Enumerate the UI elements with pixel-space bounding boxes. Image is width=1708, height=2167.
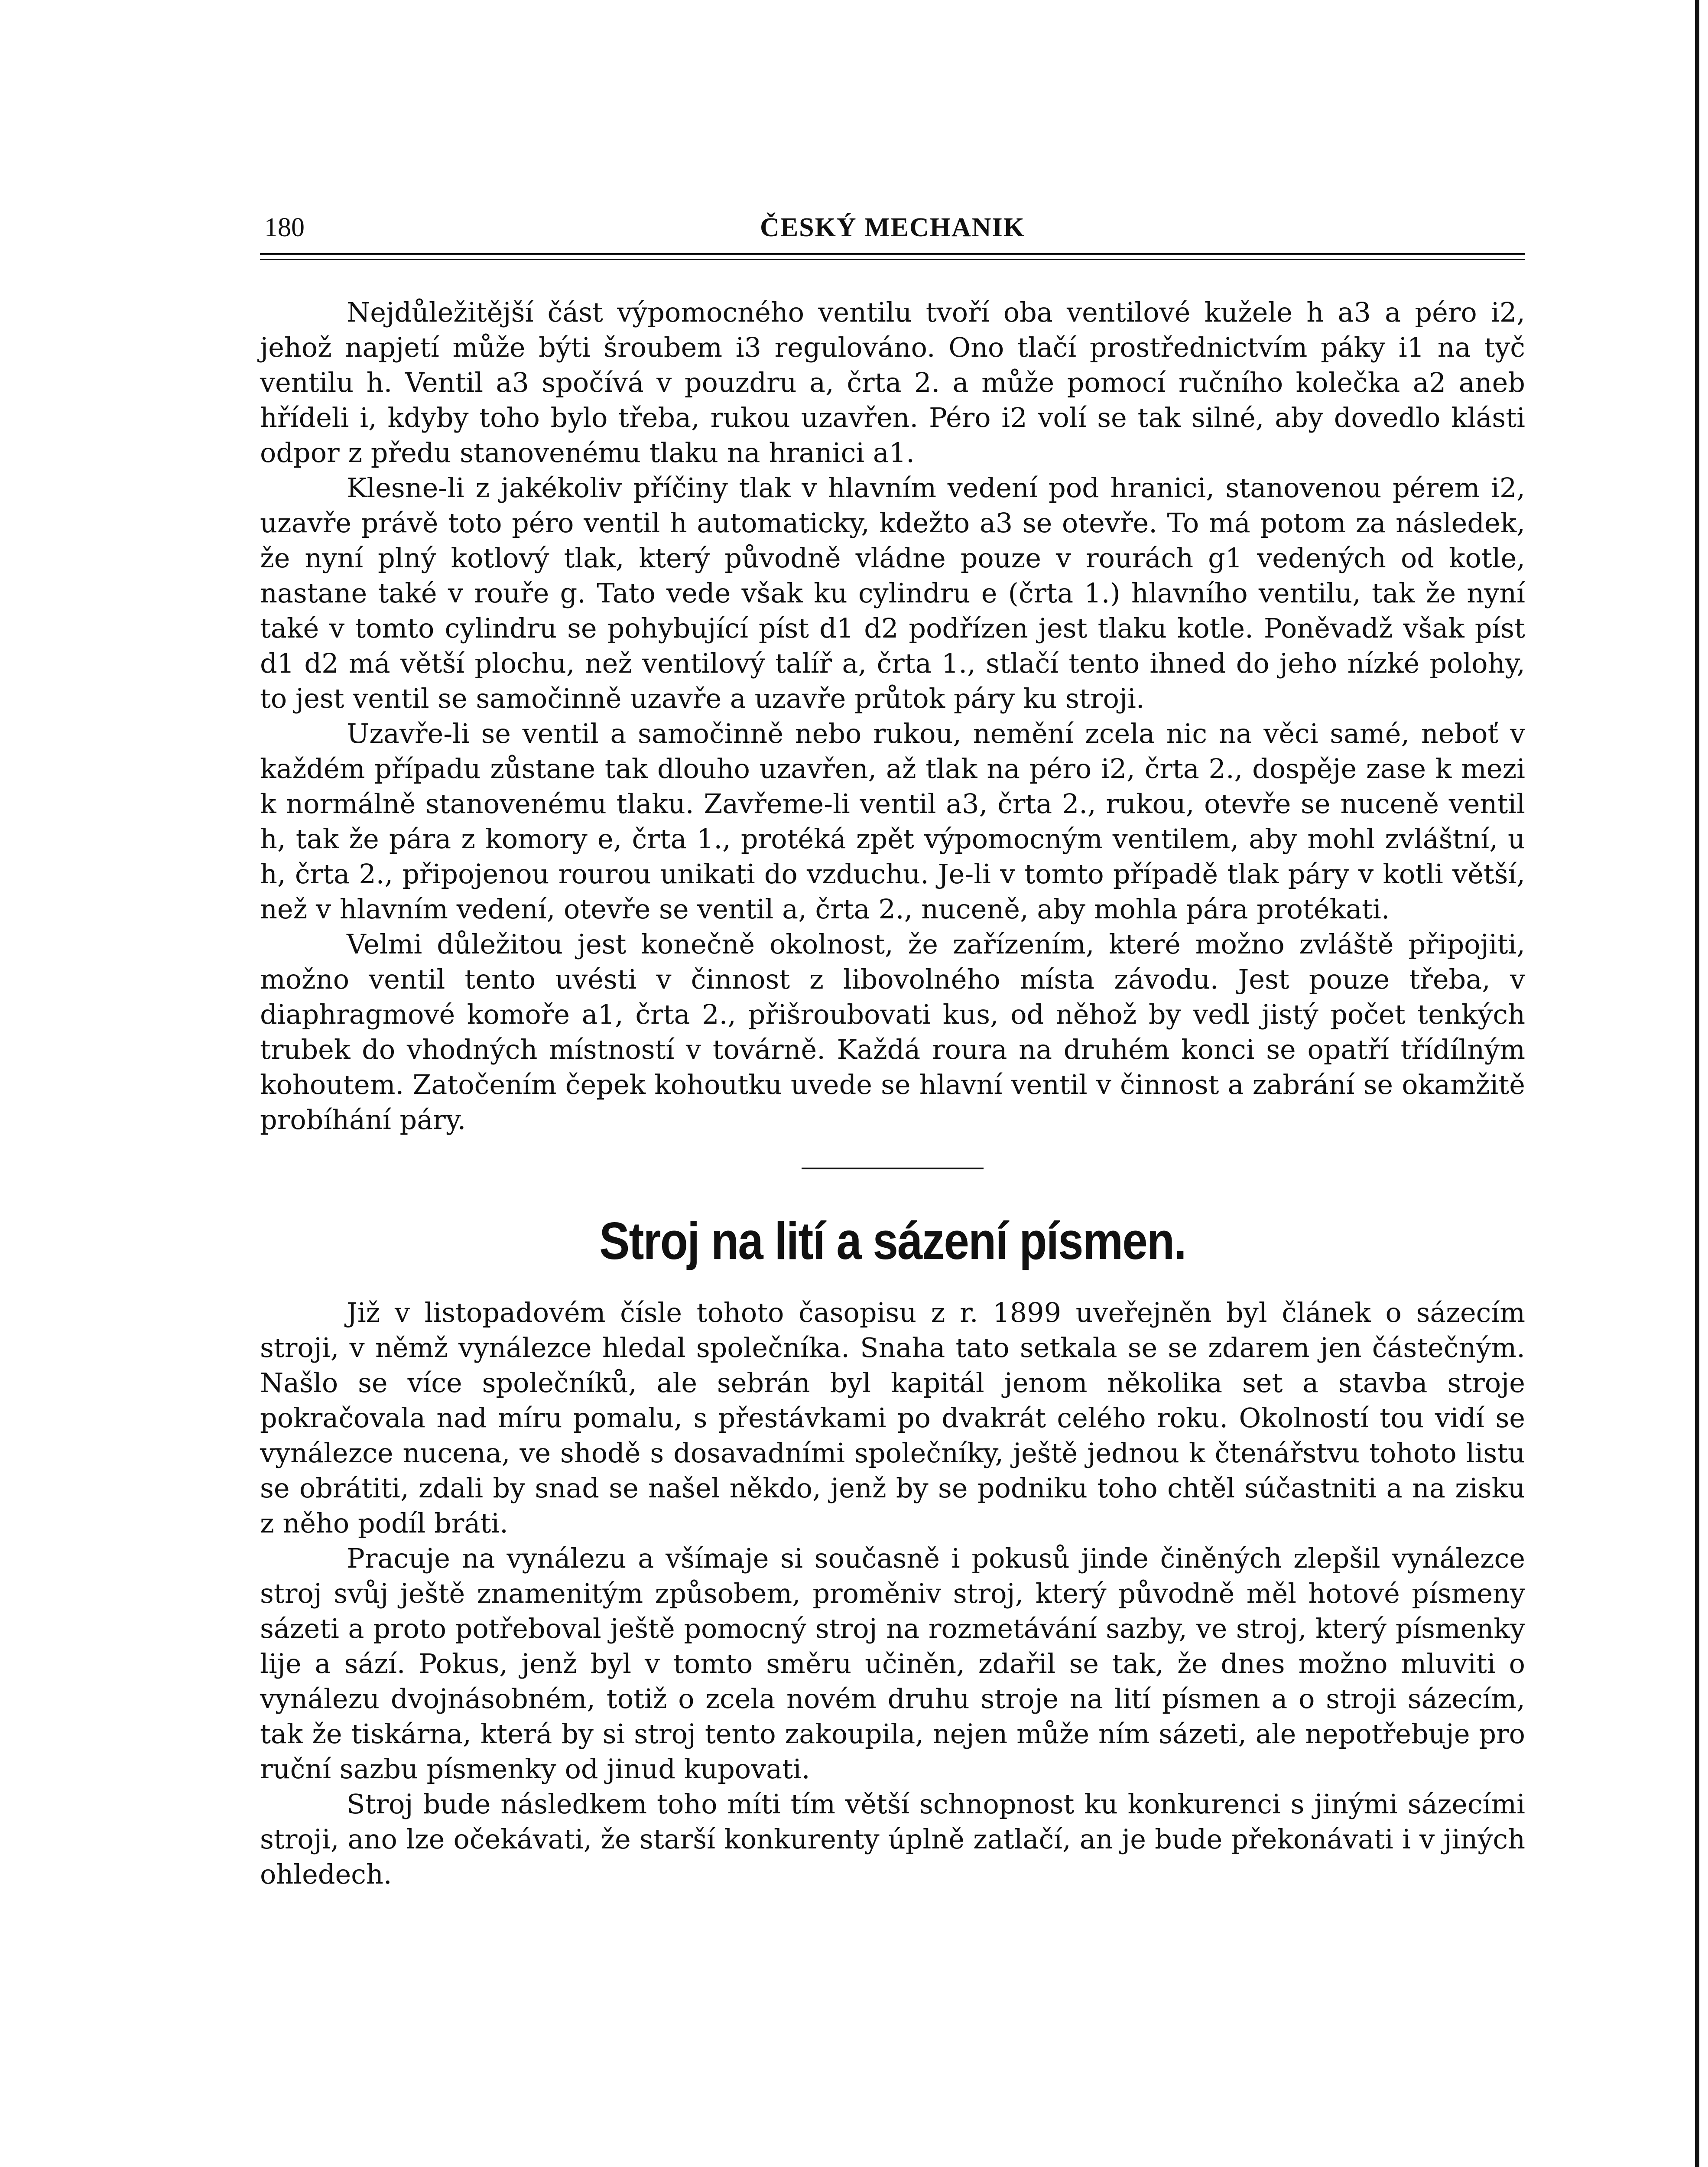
page-number: 180 (264, 213, 305, 242)
valve-section (260, 295, 1525, 1137)
section-separator (802, 1168, 984, 1169)
paragraph: Uzavře-li se ventil a samočinně nebo rukou, nemění zcela nic na věci samé, neboť v každém případu zůstane tak dlouho uzavřen, až tlak na péro i2, črta 2., dospěje zase k mezi k normálně stanovenému tlaku. Zavřeme-li ventil a3, črta 2., rukou, otevře se nuceně ventil h, tak že pára z komory e, črta 1., protéká zpět výpomocným ventilem, aby mohl zvláštní, u h, črta 2., připojenou rourou unikati do vzduchu. Je-li v tomto případě tlak páry v kotli větší, než v hlavním vedení, otevře se ventil a, črta 2., nuceně, aby mohla pára protékati. (260, 718, 1525, 925)
paragraph: Velmi důležitou jest konečně okolnost, že zařízením, které možno zvláště připojiti, možno ventil tento uvésti v činnost z libovolného místa závodu. Jest pouze třeba, v diaphragmové komoře a1, črta 2., přišroubovati kus, od něhož by vedl jistý počet tenkých trubek do vhodných místností v továrně. Každá roura na druhém konci se opatří třídílným kohoutem. Zatočením čepek kohoutku uvede se hlavní ventil v činnost a zabrání se okamžitě probíhání páry. (260, 928, 1525, 1136)
running-head (260, 204, 1525, 251)
article-body (260, 1295, 1525, 1892)
paragraph: Již v listopadovém čísle tohoto časopisu z r. 1899 uveřejněn byl článek o sázecím stroji, v němž vynálezce hledal společníka. Snaha tato setkala se se zdarem jen částečným. Našlo se více společníků, ale sebrán byl kapitál jenom několika set a stavba stroje pokračovala nad míru pomalu, s přestávkami po dvakrát celého roku. Okolností tou vidí se vynálezce nucena, ve shodě s dosavadními společníky, ještě jednou k čtenářstvu tohoto listu se obrátiti, zdali by snad se našel někdo, jenž by se podniku toho chtěl súčastniti a na zisku z něho podíl bráti. (260, 1297, 1525, 1539)
header-double-rule (260, 253, 1525, 260)
paragraph: Pracuje na vynálezu a všímaje si současně i pokusů jinde činěných zlepšil vynálezce stroj svůj ještě znamenitým způsobem, proměniv stroj, který původně měl hotové písmeny sázeti a proto potřeboval ještě pomocný stroj na rozmetávání sazby, ve stroj, který písmenky lije a sází. Pokus, jenž byl v tomto směru učiněn, zdařil se tak, že dnes možno mluviti o vynálezu dvojnásobném, totiž o zcela novém druhu stroje na lití písmen a o stroji sázecím, tak že tiskárna, která by si stroj tento zakoupila, nejen může ním sázeti, ale nepotřebuje pro ruční sazbu písmenky od jinud kupovati. (260, 1542, 1525, 1785)
scan-edge-right (1695, 0, 1699, 2167)
paragraph: Klesne-li z jakékoliv příčiny tlak v hlavním vedení pod hranici, stanovenou pérem i2, uzavře právě toto péro ventil h automaticky, kdežto a3 se otevře. To má potom za následek, že nyní plný kotlový tlak, který původně vládne pouze v rourách g1 vedených od kotle, nastane také v rouře g. Tato vede však ku cylindru e (črta 1.) hlavního ventilu, tak že nyní také v tomto cylindru se pohybující píst d1 d2 podřízen jest tlaku kotle. Poněvadž však píst d1 d2 má větší plochu, než ventilový talíř a, črta 1., stlačí tento ihned do jeho nízké polohy, to jest ventil se samočinně uzavře a uzavře průtok páry ku stroji. (260, 472, 1525, 714)
paragraph: Stroj bude následkem toho míti tím větší schnopnost ku konkurenci s jinými sázecími stroji, ano lze očekávati, že starší konkurenty úplně zatlačí, an je bude překonávati i v jiných ohledech. (260, 1788, 1525, 1890)
article-title: Stroj na lití a sázení písmen. (599, 1211, 1186, 1270)
page-column (260, 204, 1525, 1892)
paragraph: Nejdůležitější část výpomocného ventilu tvoří oba ventilové kužele h a3 a péro i2, jehož napjetí může býti šroubem i3 regulováno. Ono tlačí prostřednictvím páky i1 na tyč ventilu h. Ventil a3 spočívá v pouzdru a, črta 2. a může pomocí ručního kolečka a2 aneb hřídeli i, kdyby toho bylo třeba, rukou uzavřen. Péro i2 volí se tak silné, aby dovedlo klásti odpor z předu stanovenému tlaku na hranici a1. (260, 296, 1525, 469)
journal-title: ČESKÝ MECHANIK (760, 213, 1025, 242)
